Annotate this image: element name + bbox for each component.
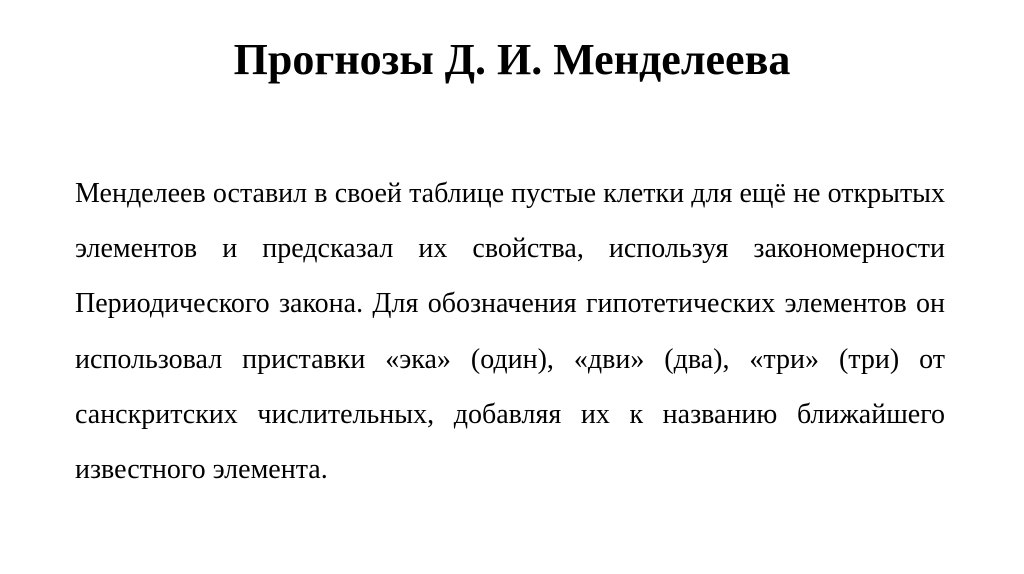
slide-paragraph: Менделеев оставил в своей таблице пустые клетки для ещё не открытых элементов и предсказал их свойства, используя закономерности Периодического закона. Для обозначения гипотетических элементов он использовал приставки «эка» (один), «дви» (два), «три» (три) от санскритских числительных, добавляя их к названию ближайшего известного элемента.	[75, 178, 945, 486]
slide-title: Прогнозы Д. И. Менделеева	[233, 35, 791, 84]
